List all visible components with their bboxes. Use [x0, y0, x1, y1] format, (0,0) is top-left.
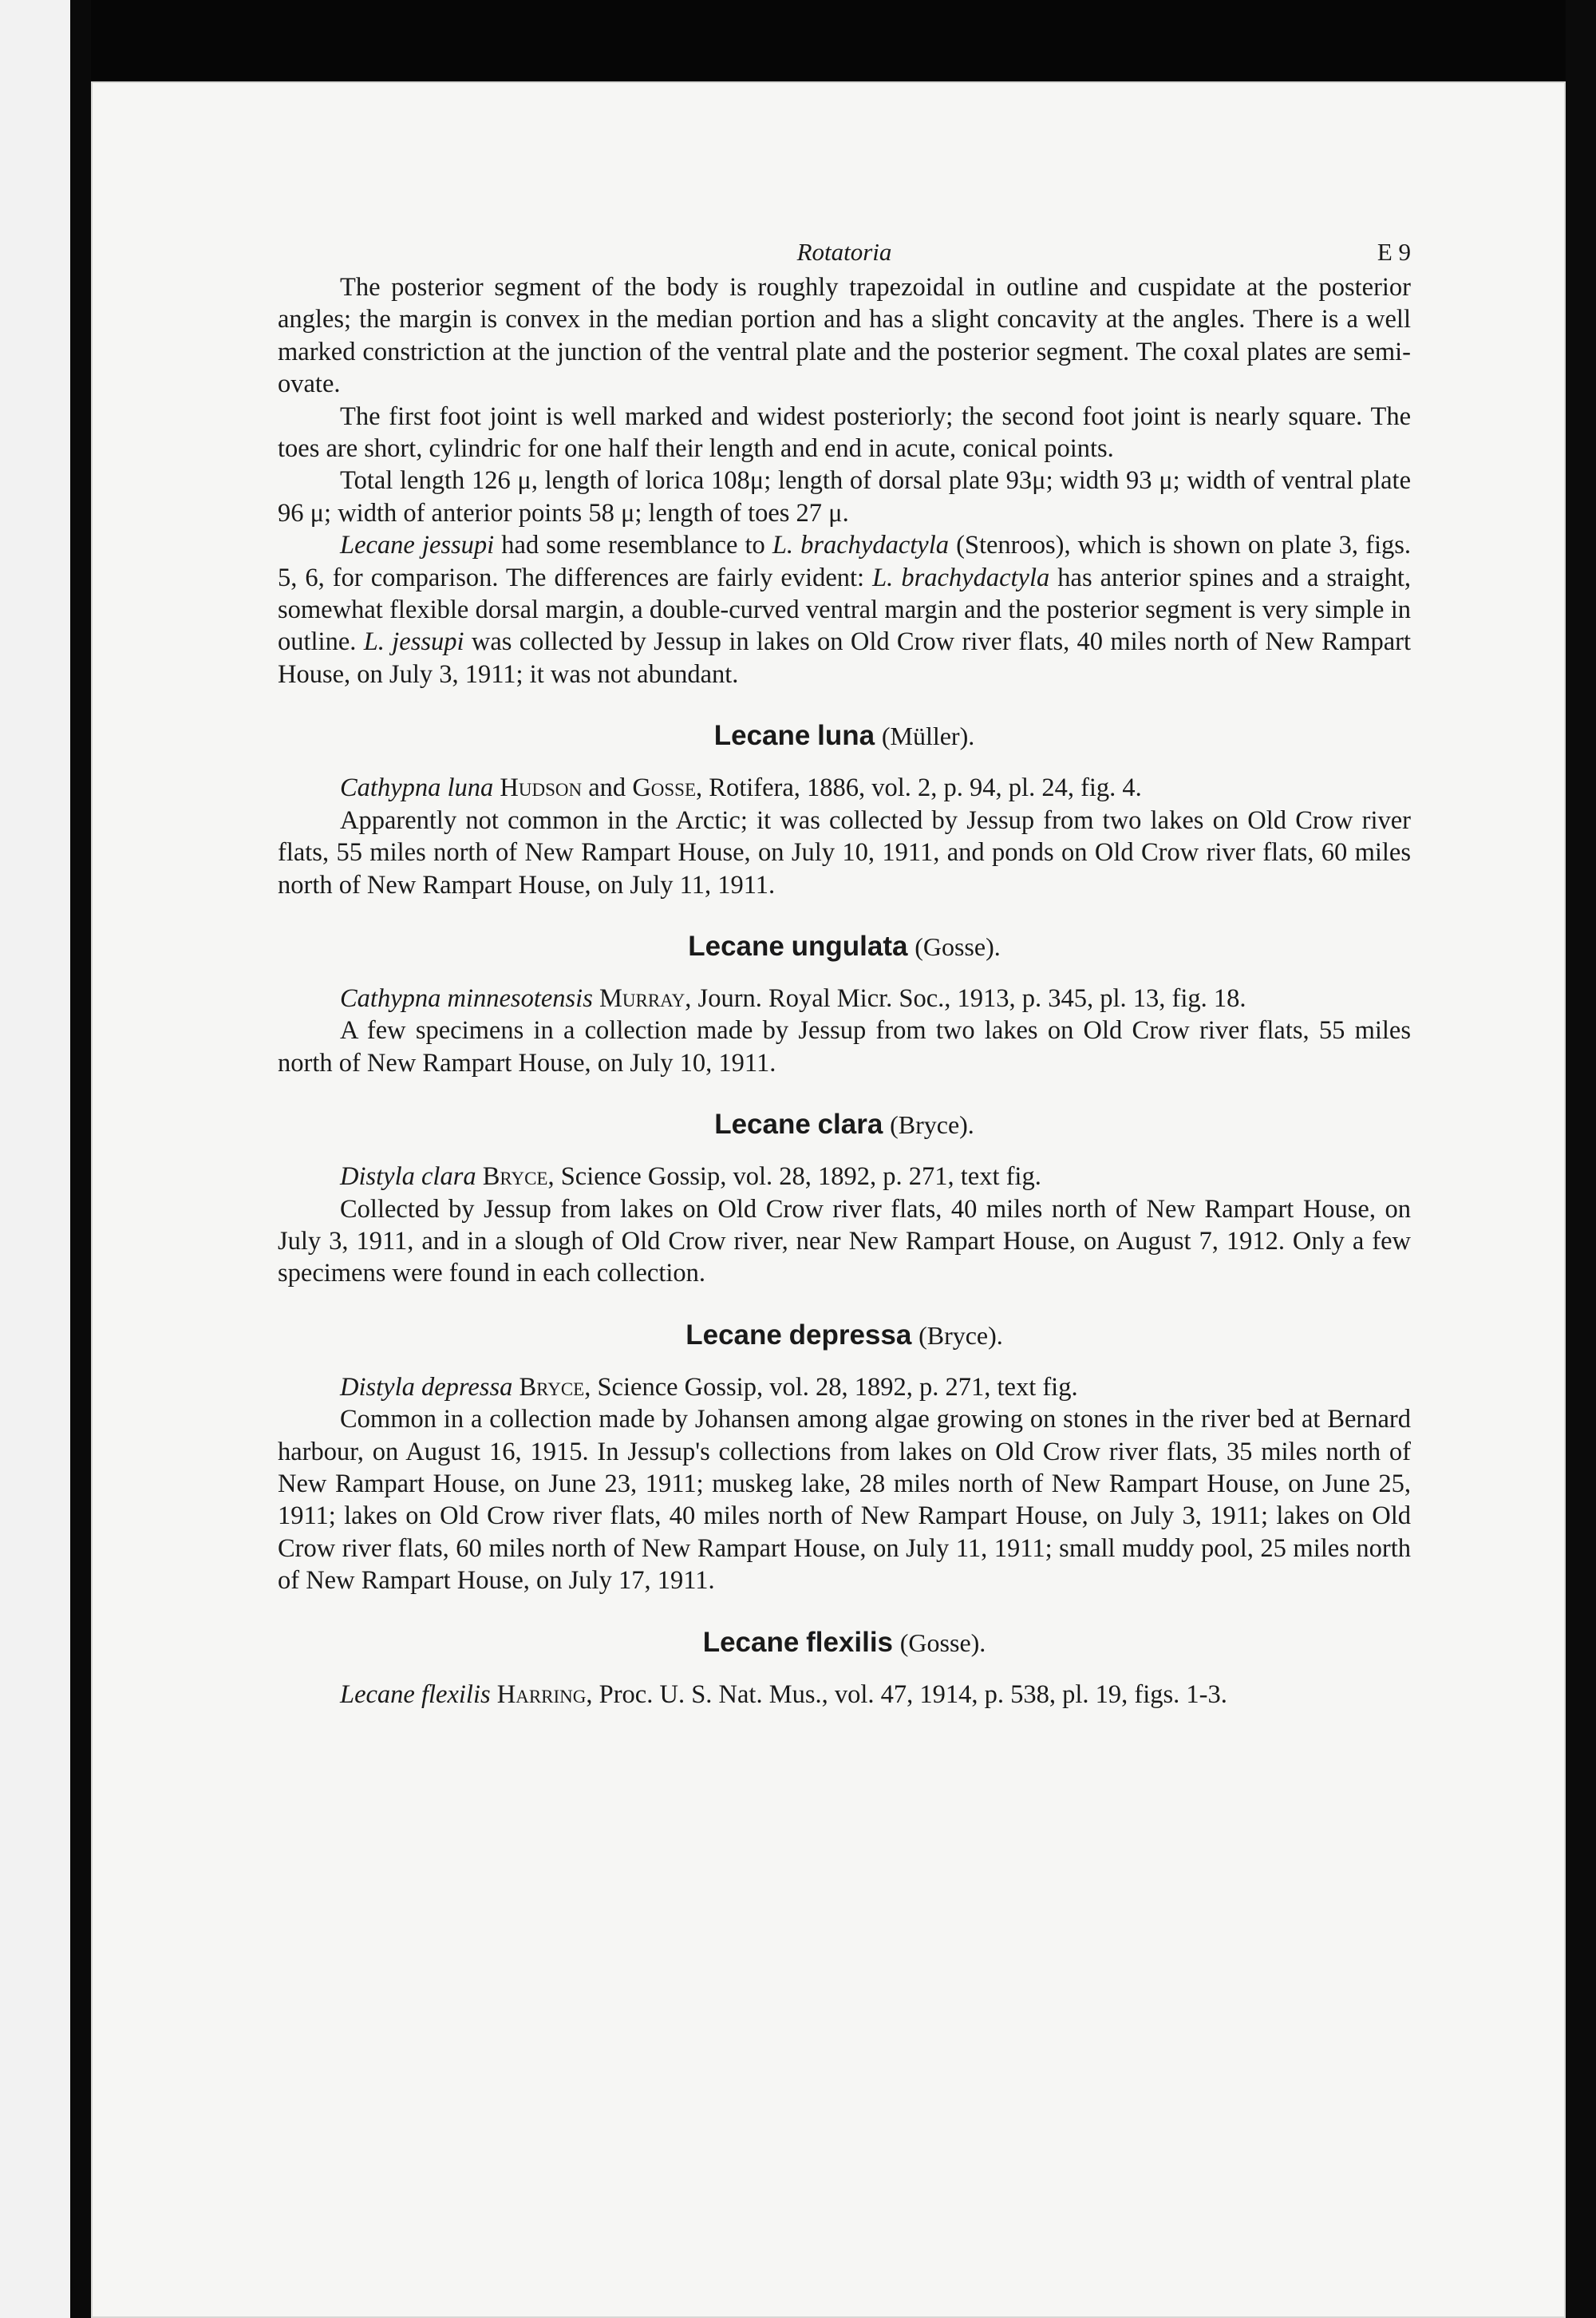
- heading-author: (Bryce).: [890, 1110, 974, 1140]
- synonym-authority: Murray: [598, 983, 685, 1013]
- section-heading: [278, 1319, 1411, 1352]
- synonym-authority: Gosse: [632, 773, 697, 803]
- synonym-authority: Hudson: [500, 773, 583, 803]
- synonym-authority: Bryce: [482, 1162, 548, 1192]
- section-heading: [278, 1626, 1411, 1659]
- synonym-citation: [278, 1161, 1411, 1193]
- synonym-name: Cathypna luna: [340, 773, 494, 803]
- running-head-title: Rotatoria: [796, 238, 892, 266]
- synonym-citation: [278, 772, 1411, 804]
- section-body: Apparently not common in the Arctic; it was collected by Jessup from two lakes on Old Crow river flats, 55 miles north of New Rampart House, on July 10, 1911, and ponds on Old Crow river flats, 60 miles north of New Rampart House, on July 11, 1911.: [278, 805, 1411, 900]
- page-number: E 9: [1377, 238, 1411, 266]
- running-head: [278, 231, 1411, 271]
- scan-margin: [0, 0, 70, 2318]
- heading-author: (Gosse).: [899, 1628, 986, 1657]
- synonym-name: Distyla depressa: [340, 1372, 513, 1402]
- heading-species: luna: [817, 720, 875, 752]
- heading-genus: Lecane: [713, 720, 811, 752]
- heading-genus: Lecane: [685, 1319, 782, 1351]
- heading-species: depressa: [788, 1319, 912, 1351]
- section-body: Collected by Jessup from lakes on Old Crow river flats, 40 miles north of New Rampart House, on July 3, 1911, and in a slough of Old Crow river, near New Rampart House, on August 7, 1912. Only a few specimens were found in each collection.: [278, 1194, 1411, 1288]
- synonym-citation: [278, 1679, 1411, 1711]
- citation-reference: , Proc. U. S. Nat. Mus., vol. 47, 1914, p. 538, pl. 19, figs. 1-3.: [586, 1679, 1227, 1709]
- citation-reference: , Rotifera, 1886, vol. 2, p. 94, pl. 24, fig. 4.: [696, 773, 1142, 803]
- synonym-citation: [278, 1371, 1411, 1403]
- heading-species: ungulata: [791, 930, 908, 962]
- species-name: L. brachydactyla: [772, 531, 949, 560]
- species-name: L. brachydactyla: [872, 563, 1050, 592]
- citation-reference: , Science Gossip, vol. 28, 1892, p. 271, text fig.: [584, 1372, 1078, 1402]
- paragraph-posterior-segment: The posterior segment of the body is roughly trapezoidal in outline and cuspidate at the posterior angles; the margin is convex in the median portion and has a slight concavity at the angles. There is a well marked constriction at the junction of the ventral plate and the posterior segment. The coxal plates are semi-ovate.: [278, 273, 1411, 399]
- species-name: Lecane jessupi: [340, 531, 495, 560]
- heading-genus: Lecane: [688, 930, 784, 962]
- paragraph-text: has anterior spines and a straight, somewhat flexible dorsal margin, a double-curved ventral margin and the posterior segment is very simple in outline.: [278, 563, 1412, 657]
- section-body: Common in a collection made by Johansen among algae growing on stones in the river bed at Bernard harbour, on August 16, 1915. In Jessup's collections from lakes on Old Crow river flats, 35 miles north of New Rampart House, on June 23, 1911; muskeg lake, 28 miles north of New Rampart House, on June 25, 1911; lakes on Old Crow river flats, 40 miles north of New Rampart House, on July 3, 1911; lakes on Old Crow river flats, 60 miles north of New Rampart House, on July 11, 1911; small muddy pool, 25 miles north of New Rampart House, on July 17, 1911.: [278, 1405, 1411, 1596]
- heading-author: (Gosse).: [915, 932, 1001, 961]
- synonym-citation: [278, 983, 1411, 1015]
- paragraph-comparison: [278, 529, 1411, 690]
- section-heading: [278, 1108, 1411, 1141]
- heading-author: (Müller).: [881, 722, 975, 751]
- page-content: [278, 231, 1411, 1711]
- synonym-name: Distyla clara: [340, 1162, 476, 1192]
- heading-genus: Lecane: [702, 1626, 800, 1658]
- paragraph-foot-joint: The first foot joint is well marked and widest posteriorly; the second foot joint is nearly square. The toes are short, cylindric for one half their length and end in acute, conical points.: [278, 401, 1411, 464]
- section-heading: [278, 719, 1411, 753]
- paragraph-measurements: Total length 126 μ, length of lorica 108μ; length of dorsal plate 93μ; width 93 μ; width of ventral plate 96 μ; width of anterior points 58 μ; length of toes 27 μ.: [278, 466, 1411, 528]
- synonym-authority: Harring: [496, 1679, 587, 1709]
- section-body: A few specimens in a collection made by Jessup from two lakes on Old Crow river flats, 55 miles north of New Rampart House, on July 10, 1911.: [278, 1016, 1411, 1078]
- citation-text: and: [582, 773, 633, 803]
- paragraph-text: (Stenroos), which is shown on plate 3, figs. 5, 6, for comparison. The differences are fairly evident:: [278, 531, 1412, 592]
- synonym-name: Lecane flexilis: [340, 1679, 491, 1709]
- scan-border-left: [70, 0, 91, 2318]
- paragraph-text: was collected by Jessup in lakes on Old Crow river flats, 40 miles north of New Rampart House, on July 3, 1911; it was not abundant.: [278, 627, 1412, 689]
- heading-author: (Bryce).: [918, 1320, 1003, 1350]
- scan-border-top: [91, 0, 1566, 81]
- synonym-authority: Bryce: [519, 1372, 585, 1402]
- heading-species: clara: [817, 1109, 883, 1141]
- species-name: L. jessupi: [363, 627, 464, 657]
- heading-species: flexilis: [806, 1626, 894, 1658]
- citation-reference: , Journ. Royal Micr. Soc., 1913, p. 345, pl. 13, fig. 18.: [685, 983, 1246, 1013]
- paragraph-text: had some resemblance to: [494, 531, 772, 560]
- synonym-name: Cathypna minnesotensis: [340, 983, 593, 1013]
- section-heading: [278, 930, 1411, 963]
- citation-reference: , Science Gossip, vol. 28, 1892, p. 271, text fig.: [547, 1162, 1041, 1192]
- scan-border-right: [1566, 0, 1596, 2318]
- heading-genus: Lecane: [714, 1109, 811, 1141]
